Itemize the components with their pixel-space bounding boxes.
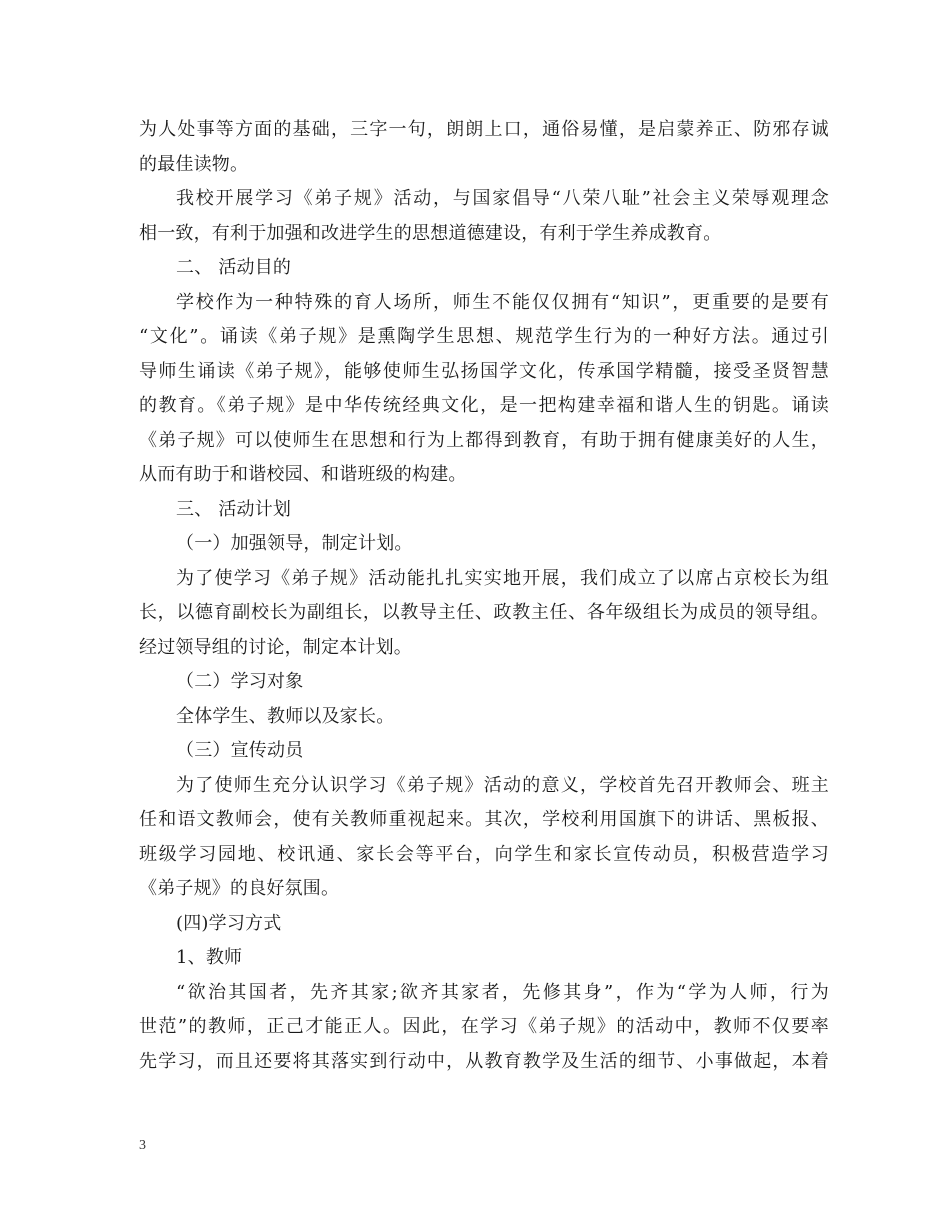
paragraph-line: 的教育。《弟子规》是中华传统经典文化，是一把构建幸福和谐人生的钥匙。诵读 <box>139 395 829 416</box>
paragraph-line: 《弟子规》的良好氛围。 <box>139 878 340 899</box>
section-heading: 二、 活动目的 <box>176 257 292 278</box>
paragraph-line: 全体学生、教师以及家长。 <box>176 705 395 727</box>
subsection-heading: （一）加强领导，制定计划。 <box>176 533 413 554</box>
page-number: 3 <box>139 1138 146 1153</box>
paragraph-line: 班级学习园地、校讯通、家长会等平台，向学生和家长宣传动员，积极营造学习 <box>139 843 829 865</box>
document-body <box>139 113 829 1079</box>
paragraph-line: 相一致，有利于加强和改进学生的思想道德建设，有利于学生养成教育。 <box>139 222 722 244</box>
paragraph-line: 学校作为一种特殊的育人场所，师生不能仅仅拥有“知识”，更重要的是要有 <box>176 291 829 313</box>
subsection-heading: （二）学习对象 <box>176 671 304 692</box>
section-heading: 三、 活动计划 <box>176 498 292 520</box>
paragraph-line: 任和语文教师会，使有关教师重视起来。其次，学校利用国旗下的讲话、黑板报、 <box>139 809 829 830</box>
paragraph-line: 《弟子规》可以使师生在思想和行为上都得到教育，有助于拥有健康美好的人生， <box>139 429 829 451</box>
item-heading: 1、教师 <box>176 947 243 968</box>
paragraph-line: 为了使学习《弟子规》活动能扎扎实实地开展，我们成立了以席占京校长为组 <box>176 567 829 589</box>
paragraph-line: 先学习，而且还要将其落实到行动中，从教育教学及生活的细节、小事做起，本着 <box>139 1050 829 1072</box>
paragraph-line: 世范”的教师，正己才能正人。因此，在学习《弟子规》的活动中，教师不仅要率 <box>139 1016 829 1037</box>
paragraph-line: 为了使师生充分认识学习《弟子规》活动的意义，学校首先召开教师会、班主 <box>176 774 829 796</box>
subsection-heading: (四)学习方式 <box>176 912 282 934</box>
paragraph-line: 从而有助于和谐校园、和谐班级的构建。 <box>139 464 467 485</box>
paragraph-line: 长，以德育副校长为副组长，以教导主任、政教主任、各年级组长为成员的领导组。 <box>139 602 829 623</box>
paragraph-line: 导师生诵读《弟子规》，能够使师生弘扬国学文化，传承国学精髓，接受圣贤智慧 <box>139 360 829 382</box>
paragraph-line: 的最佳读物。 <box>139 153 249 175</box>
paragraph-line: 经过领导组的讨论，制定本计划。 <box>139 636 412 658</box>
paragraph-line: “文化”。诵读《弟子规》是熏陶学生思想、规范学生行为的一种好方法。通过引 <box>139 326 829 347</box>
paragraph-line: “欲治其国者，先齐其家;欲齐其家者，先修其身”，作为“学为人师，行为 <box>176 981 829 1003</box>
subsection-heading: （三）宣传动员 <box>176 740 304 761</box>
paragraph-line: 我校开展学习《弟子规》活动，与国家倡导“八荣八耻”社会主义荣辱观理念 <box>176 188 829 209</box>
paragraph-line: 为人处事等方面的基础，三字一句，朗朗上口，通俗易懂，是启蒙养正、防邪存诚 <box>139 119 829 140</box>
